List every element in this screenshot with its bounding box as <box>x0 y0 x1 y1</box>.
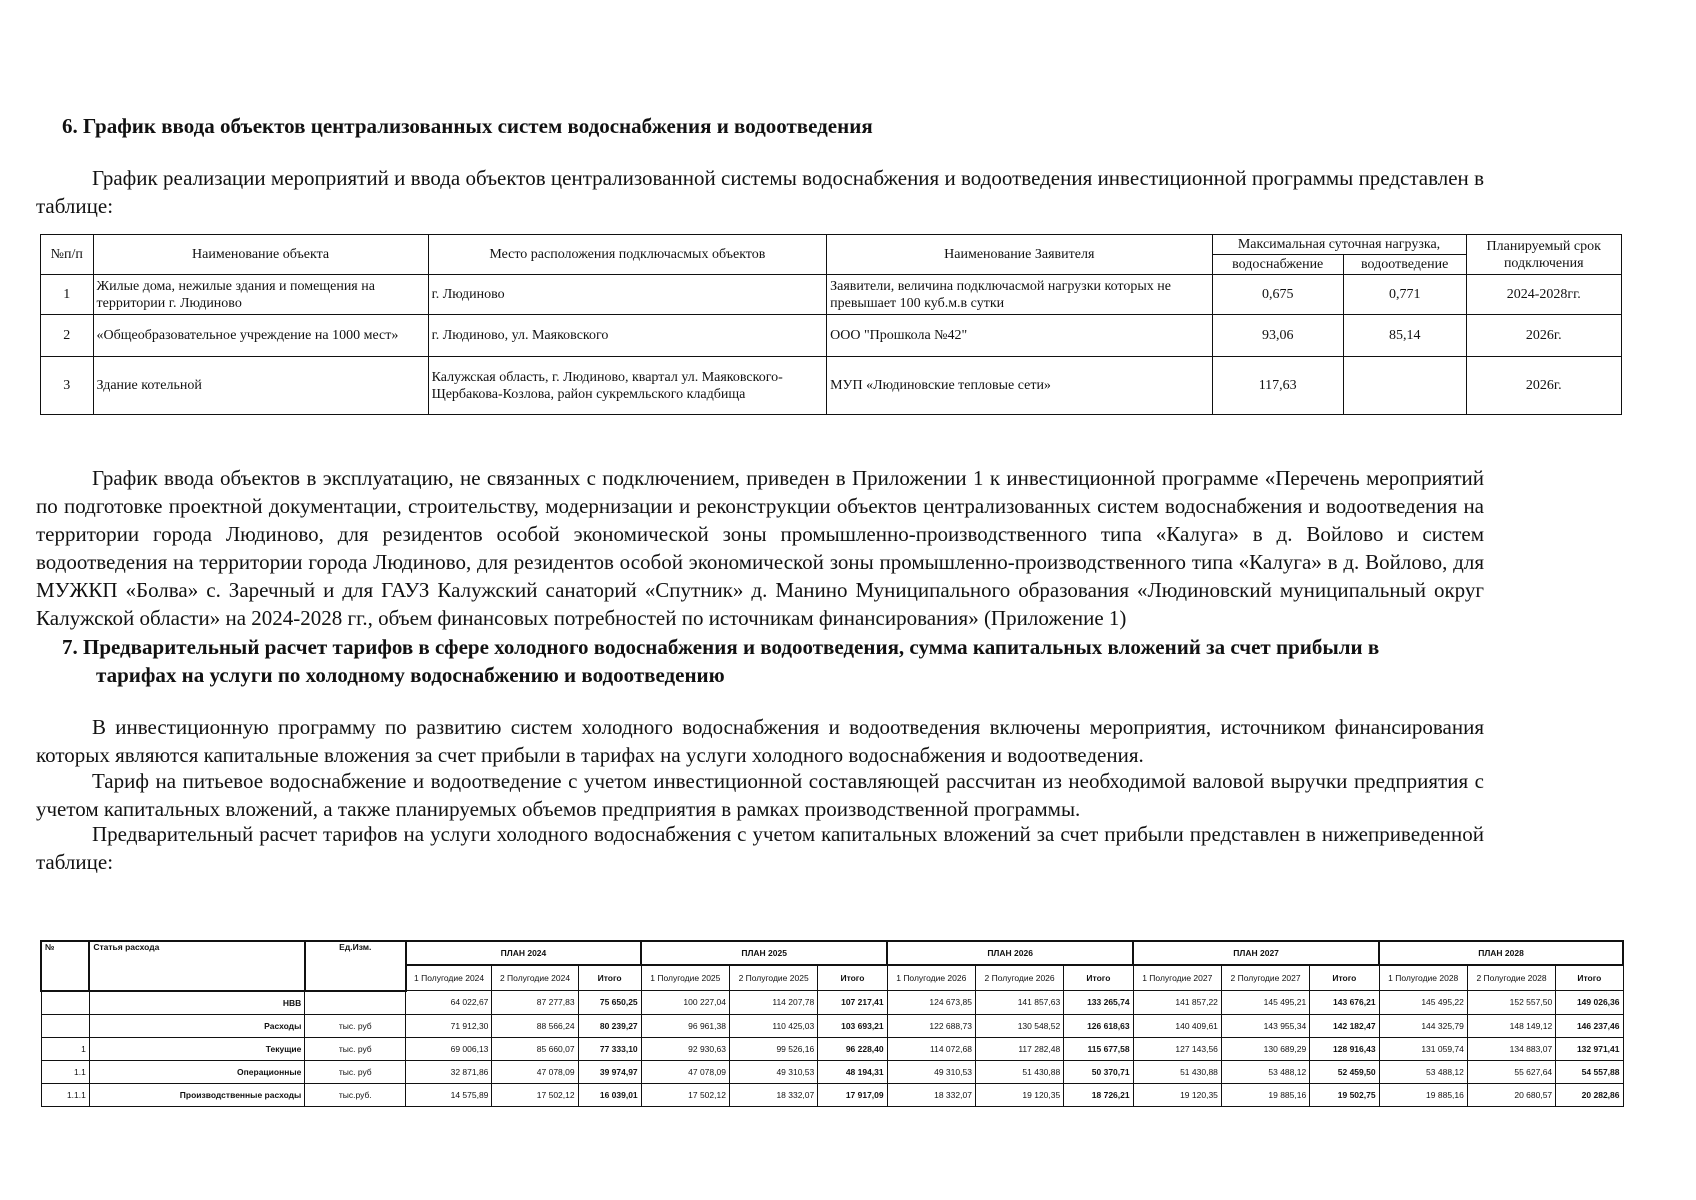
t2-total-header: Итого <box>578 965 641 991</box>
row-value: 87 277,83 <box>492 991 578 1015</box>
row-value: 99 526,16 <box>729 1037 817 1060</box>
table-row <box>41 991 1623 1015</box>
row-total-value: 142 182,47 <box>1310 1014 1379 1037</box>
t2-total-header: Итого <box>818 965 887 991</box>
row-value: 130 548,52 <box>975 1014 1063 1037</box>
row-value: 17 502,12 <box>492 1083 578 1106</box>
section7-heading <box>62 633 1502 689</box>
row-value: 19 885,16 <box>1379 1083 1467 1106</box>
section6-heading: 6. График ввода объектов централизованных систем водоснабжения и водоотведения <box>62 114 873 138</box>
row-total-value: 18 726,21 <box>1064 1083 1133 1106</box>
row-value: 130 689,29 <box>1221 1037 1309 1060</box>
row-value: 47 078,09 <box>492 1060 578 1083</box>
row-value: 47 078,09 <box>641 1060 729 1083</box>
col-term-header: Планируемый срок подключения <box>1466 235 1622 275</box>
row2-applicant: ООО "Прошкола №42" <box>827 315 1212 357</box>
row-total-value: 19 502,75 <box>1310 1083 1379 1106</box>
row-total-value: 128 916,43 <box>1310 1037 1379 1060</box>
row-value: 114 072,68 <box>887 1037 975 1060</box>
row-total-value: 133 265,74 <box>1064 991 1133 1015</box>
row3-disposal <box>1343 357 1466 415</box>
row-value: 92 930,63 <box>641 1037 729 1060</box>
row-value: 49 310,53 <box>887 1060 975 1083</box>
col-max-load-header: Максимальная суточная нагрузка, <box>1212 235 1466 255</box>
section6-after-text <box>36 464 1484 632</box>
row-total-value: 39 974,97 <box>578 1060 641 1083</box>
row-value: 141 857,63 <box>975 991 1063 1015</box>
row2-place: г. Людиново, ул. Маяковского <box>428 315 827 357</box>
row-total-value: 20 282,86 <box>1556 1083 1623 1106</box>
row-total-value: 143 676,21 <box>1310 991 1379 1015</box>
row-num <box>41 1014 89 1037</box>
row-value: 145 495,21 <box>1221 991 1309 1015</box>
col-water-supply-header: водоснабжение <box>1212 255 1343 275</box>
section7-heading-line2: тарифах на услуги по холодному водоснабжению и водоотведению <box>96 663 725 687</box>
row-item: Текущие <box>89 1037 304 1060</box>
section7-para3 <box>36 820 1484 876</box>
t2-plan-2024-header: ПЛАН 2024 <box>406 941 641 965</box>
row-total-value: 16 039,01 <box>578 1083 641 1106</box>
row-num: 1.1.1 <box>41 1083 89 1106</box>
t2-sub-header: 2 Полугодие 2025 <box>729 965 817 991</box>
row-value: 88 566,24 <box>492 1014 578 1037</box>
t2-sub-header: 2 Полугодие 2027 <box>1221 965 1309 991</box>
row1-num: 1 <box>41 275 94 315</box>
row-value: 19 120,35 <box>975 1083 1063 1106</box>
row-value: 141 857,22 <box>1133 991 1221 1015</box>
row-value: 53 488,12 <box>1379 1060 1467 1083</box>
t2-sub-header: 1 Полугодие 2028 <box>1379 965 1467 991</box>
connection-schedule-table <box>40 234 1622 415</box>
row-total-value: 132 971,41 <box>1556 1037 1623 1060</box>
t2-plan-2026-header: ПЛАН 2026 <box>887 941 1133 965</box>
row-value: 71 912,30 <box>406 1014 492 1037</box>
t2-sub-header: 2 Полугодие 2024 <box>492 965 578 991</box>
t2-sub-header: 1 Полугодие 2025 <box>641 965 729 991</box>
row-total-value: 52 459,50 <box>1310 1060 1379 1083</box>
row-value: 53 488,12 <box>1221 1060 1309 1083</box>
row-num: 1 <box>41 1037 89 1060</box>
row1-disposal: 0,771 <box>1343 275 1466 315</box>
t2-plan-2027-header: ПЛАН 2027 <box>1133 941 1379 965</box>
row-value: 144 325,79 <box>1379 1014 1467 1037</box>
t2-sub-header: 1 Полугодие 2026 <box>887 965 975 991</box>
row1-place: г. Людиново <box>428 275 827 315</box>
section7-heading-line1: 7. Предварительный расчет тарифов в сфере холодного водоснабжения и водоотведения, сумма капитальных вложений за счет прибыли в <box>62 635 1380 659</box>
row-value: 145 495,22 <box>1379 991 1467 1015</box>
row-total-value: 103 693,21 <box>818 1014 887 1037</box>
t2-total-header: Итого <box>1310 965 1379 991</box>
row-value: 19 885,16 <box>1221 1083 1309 1106</box>
row2-supply: 93,06 <box>1212 315 1343 357</box>
row2-disposal: 85,14 <box>1343 315 1466 357</box>
row-value: 85 660,07 <box>492 1037 578 1060</box>
row2-term: 2026г. <box>1466 315 1622 357</box>
t2-sub-header: 1 Полугодие 2027 <box>1133 965 1221 991</box>
row-total-value: 126 618,63 <box>1064 1014 1133 1037</box>
row3-supply: 117,63 <box>1212 357 1343 415</box>
t2-sub-header: 2 Полугодие 2028 <box>1467 965 1555 991</box>
section6-after-text-body: График ввода объектов в эксплуатацию, не связанных с подключением, приведен в Приложении 1 к инвестиционной программе «Перечень мероприятий по подготовке проектной документации, строительству, модернизации и реконструкции объектов централизованных систем водоснабжения и водоотведения на территории города Людиново, для резидентов особой экономической зоны промышленно-производственного типа «Калуга» в д. Войлово и систем водоотведения на территории города Людиново, для резидентов особой экономической зоны промышленно-производственного типа «Калуга» в д. Войлово, для МУЖКП «Болва» с. Заречный и для ГАУЗ Калужский санаторий «Спутник» д. Манино Муниципального образования «Людиновский муниципальный округ Калужской области» на 2024-2028 гг., объем финансовых потребностей по источникам финансирования» (Приложение 1) <box>36 466 1484 630</box>
row-value: 69 006,13 <box>406 1037 492 1060</box>
row-unit: тыс. руб <box>305 1060 406 1083</box>
section6-intro <box>36 164 1484 220</box>
row-value: 17 502,12 <box>641 1083 729 1106</box>
row3-place: Калужская область, г. Людиново, квартал ул. Маяковского-Щербакова-Козлова, район сукремльского кладбища <box>428 357 827 415</box>
row-total-value: 77 333,10 <box>578 1037 641 1060</box>
row1-name: Жилые дома, нежилые здания и помещения на территории г. Людиново <box>93 275 428 315</box>
row-value: 55 627,64 <box>1467 1060 1555 1083</box>
row-item: Операционные <box>89 1060 304 1083</box>
table-row <box>41 1083 1623 1106</box>
t2-item-header: Статья расхода <box>89 941 304 991</box>
row-item: Производственные расходы <box>89 1083 304 1106</box>
row-unit: тыс. руб <box>305 1014 406 1037</box>
row-value: 14 575,89 <box>406 1083 492 1106</box>
row-value: 18 332,07 <box>887 1083 975 1106</box>
row-total-value: 17 917,09 <box>818 1083 887 1106</box>
row-total-value: 146 237,46 <box>1556 1014 1623 1037</box>
tariff-calculation-table <box>40 940 1624 1107</box>
row-value: 124 673,85 <box>887 991 975 1015</box>
row-total-value: 149 026,36 <box>1556 991 1623 1015</box>
section7-para3-text: Предварительный расчет тарифов на услуги холодного водоснабжения с учетом капитальных вложений за счет прибыли представлен в нижеприведенной таблице: <box>36 822 1484 874</box>
row-value: 131 059,74 <box>1379 1037 1467 1060</box>
row-value: 19 120,35 <box>1133 1083 1221 1106</box>
row-value: 51 430,88 <box>1133 1060 1221 1083</box>
t2-sub-header: 2 Полугодие 2026 <box>975 965 1063 991</box>
row-total-value: 107 217,41 <box>818 991 887 1015</box>
row-total-value: 50 370,71 <box>1064 1060 1133 1083</box>
row-item: НВВ <box>89 991 304 1015</box>
row1-term: 2024-2028гг. <box>1466 275 1622 315</box>
col-num-header: №п/п <box>41 235 94 275</box>
section7-para2 <box>36 767 1484 823</box>
row-total-value: 48 194,31 <box>818 1060 887 1083</box>
t2-total-header: Итого <box>1064 965 1133 991</box>
t2-plan-2025-header: ПЛАН 2025 <box>641 941 887 965</box>
row-num <box>41 991 89 1015</box>
row-total-value: 75 650,25 <box>578 991 641 1015</box>
row-total-value: 80 239,27 <box>578 1014 641 1037</box>
row-num: 1.1 <box>41 1060 89 1083</box>
row-value: 127 143,56 <box>1133 1037 1221 1060</box>
row-value: 143 955,34 <box>1221 1014 1309 1037</box>
col-applicant-header: Наименование Заявителя <box>827 235 1212 275</box>
row-value: 122 688,73 <box>887 1014 975 1037</box>
row-value: 51 430,88 <box>975 1060 1063 1083</box>
row-item: Расходы <box>89 1014 304 1037</box>
col-name-header: Наименование объекта <box>93 235 428 275</box>
row1-supply: 0,675 <box>1212 275 1343 315</box>
row-value: 64 022,67 <box>406 991 492 1015</box>
t2-total-header: Итого <box>1556 965 1623 991</box>
row-value: 49 310,53 <box>729 1060 817 1083</box>
t2-body <box>41 991 1623 1107</box>
section7-para2-text: Тариф на питьевое водоснабжение и водоотведение с учетом инвестиционной составляющей рассчитан из необходимой валовой выручки предприятия с учетом капитальных вложений, а также планируемых объемов предприятия в рамках производственной программы. <box>36 769 1484 821</box>
row-value: 18 332,07 <box>729 1083 817 1106</box>
t2-sub-header: 1 Полугодие 2024 <box>406 965 492 991</box>
row3-applicant: МУП «Людиновские тепловые сети» <box>827 357 1212 415</box>
row-total-value: 115 677,58 <box>1064 1037 1133 1060</box>
row-unit: тыс. руб <box>305 1037 406 1060</box>
row-value: 110 425,03 <box>729 1014 817 1037</box>
row-unit: тыс.руб. <box>305 1083 406 1106</box>
col-place-header: Место расположения подключасмых объектов <box>428 235 827 275</box>
row-value: 32 871,86 <box>406 1060 492 1083</box>
t2-num-header: № <box>41 941 89 991</box>
table-row <box>41 1037 1623 1060</box>
row3-name: Здание котельной <box>93 357 428 415</box>
row2-name: «Общеобразовательное учреждение на 1000 мест» <box>93 315 428 357</box>
table-row <box>41 1014 1623 1037</box>
row3-term: 2026г. <box>1466 357 1622 415</box>
row3-num: 3 <box>41 357 94 415</box>
row-value: 134 883,07 <box>1467 1037 1555 1060</box>
section7-para1 <box>36 713 1484 769</box>
row2-num: 2 <box>41 315 94 357</box>
row-unit <box>305 991 406 1015</box>
t2-unit-header: Ед.Изм. <box>305 941 406 991</box>
row-value: 148 149,12 <box>1467 1014 1555 1037</box>
t2-plan-2028-header: ПЛАН 2028 <box>1379 941 1623 965</box>
row-value: 152 557,50 <box>1467 991 1555 1015</box>
row-value: 117 282,48 <box>975 1037 1063 1060</box>
row1-applicant: Заявители, величина подключасмой нагрузки которых не превышает 100 куб.м.в сутки <box>827 275 1212 315</box>
row-value: 100 227,04 <box>641 991 729 1015</box>
row-value: 96 961,38 <box>641 1014 729 1037</box>
row-total-value: 96 228,40 <box>818 1037 887 1060</box>
row-value: 114 207,78 <box>729 991 817 1015</box>
row-value: 20 680,57 <box>1467 1083 1555 1106</box>
section6-intro-text: График реализации мероприятий и ввода объектов централизованной системы водоснабжения и водоотведения инвестиционной программы представлен в таблице: <box>36 166 1484 218</box>
col-water-disposal-header: водоотведение <box>1343 255 1466 275</box>
row-total-value: 54 557,88 <box>1556 1060 1623 1083</box>
row-value: 140 409,61 <box>1133 1014 1221 1037</box>
section7-para1-text: В инвестиционную программу по развитию систем холодного водоснабжения и водоотведения включены мероприятия, источником финансирования которых являются капитальные вложения за счет прибыли в тарифах на услуги холодного водоснабжения и водоотведения. <box>36 715 1484 767</box>
table-row <box>41 1060 1623 1083</box>
